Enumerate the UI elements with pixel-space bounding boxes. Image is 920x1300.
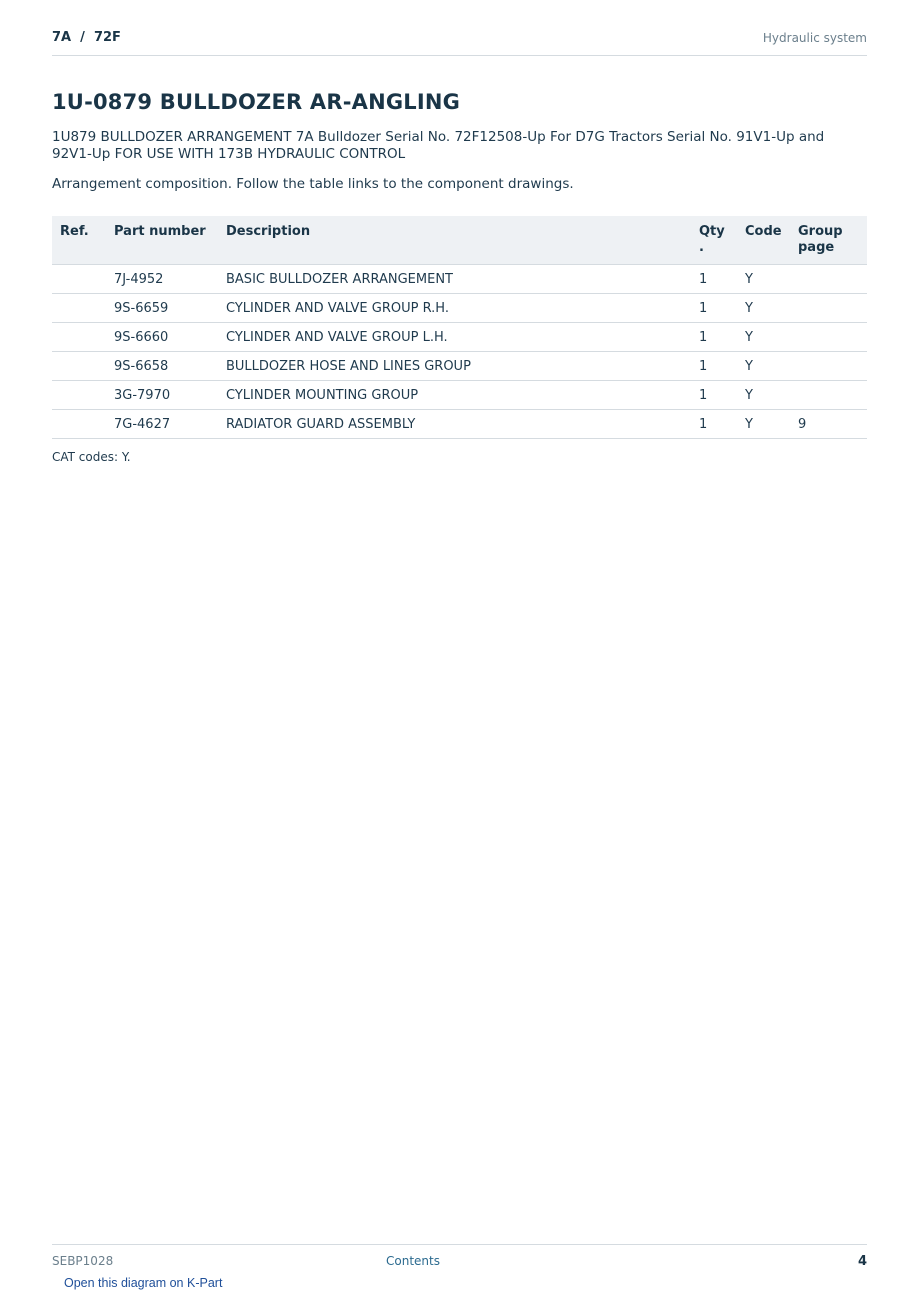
cell-code: Y xyxy=(737,410,790,439)
cell-qty: 1 xyxy=(691,294,737,323)
cell-ref xyxy=(52,323,106,352)
cell-description: CYLINDER AND VALVE GROUP R.H. xyxy=(218,294,691,323)
page-title: 1U-0879 BULLDOZER AR-ANGLING xyxy=(52,90,461,114)
cell-code: Y xyxy=(737,352,790,381)
header-description: Description xyxy=(218,216,691,265)
cell-ref xyxy=(52,294,106,323)
cell-group-page xyxy=(790,323,867,352)
cell-part-number: 9S-6659 xyxy=(106,294,218,323)
cell-description: BULLDOZER HOSE AND LINES GROUP xyxy=(218,352,691,381)
intro-text: Arrangement composition. Follow the table links to the component drawings. xyxy=(52,176,574,192)
cell-part-number: 9S-6660 xyxy=(106,323,218,352)
document-id: SEBP1028 xyxy=(52,1254,114,1268)
cell-group-page xyxy=(790,352,867,381)
cell-part-number: 9S-6658 xyxy=(106,352,218,381)
table-row xyxy=(52,265,867,294)
page-footer xyxy=(52,1244,867,1275)
table-row xyxy=(52,323,867,352)
header-code: Code xyxy=(737,216,790,265)
table-row xyxy=(52,352,867,381)
cell-ref xyxy=(52,352,106,381)
cell-qty: 1 xyxy=(691,381,737,410)
contents-link[interactable]: Contents xyxy=(386,1254,440,1268)
table-row xyxy=(52,410,867,439)
header-qty: Qty . xyxy=(691,216,737,265)
cell-qty: 1 xyxy=(691,352,737,381)
cat-codes-note: CAT codes: Y. xyxy=(52,450,131,464)
cell-ref xyxy=(52,381,106,410)
cell-qty: 1 xyxy=(691,323,737,352)
cell-part-number: 7J-4952 xyxy=(106,265,218,294)
parts-table xyxy=(52,216,867,439)
cell-group-page xyxy=(790,294,867,323)
cell-description: CYLINDER AND VALVE GROUP L.H. xyxy=(218,323,691,352)
open-in-kpart-link[interactable]: Open this diagram on K-Part xyxy=(64,1276,223,1290)
page-header xyxy=(52,28,867,56)
cell-group-page xyxy=(790,265,867,294)
cell-code: Y xyxy=(737,265,790,294)
header-ref: Ref. xyxy=(52,216,106,265)
cell-description: CYLINDER MOUNTING GROUP xyxy=(218,381,691,410)
group-page-link[interactable]: 9 xyxy=(790,410,867,439)
header-group-page: Group page xyxy=(790,216,867,265)
table-row xyxy=(52,381,867,410)
cell-qty: 1 xyxy=(691,410,737,439)
header-part-number: Part number xyxy=(106,216,218,265)
cell-group-page xyxy=(790,381,867,410)
cell-part-number: 3G-7970 xyxy=(106,381,218,410)
breadcrumb: 7A / 72F xyxy=(52,30,121,45)
cell-code: Y xyxy=(737,381,790,410)
cell-description: RADIATOR GUARD ASSEMBLY xyxy=(218,410,691,439)
cell-ref xyxy=(52,265,106,294)
page-number: 4 xyxy=(857,1254,867,1269)
page-subtitle: 1U879 BULLDOZER ARRANGEMENT 7A Bulldozer Serial No. 72F12508-Up For D7G Tractors Serial No. 91V1-Up and 92V1-Up FOR USE WITH 173B HYDRAULIC CONTROL xyxy=(52,129,825,162)
table-row xyxy=(52,294,867,323)
cell-ref xyxy=(52,410,106,439)
cell-code: Y xyxy=(737,294,790,323)
cell-qty: 1 xyxy=(691,265,737,294)
table-header-row xyxy=(52,216,867,265)
section-label: Hydraulic system xyxy=(762,31,867,45)
cell-code: Y xyxy=(737,323,790,352)
part-number-link[interactable]: 7G-4627 xyxy=(106,410,218,439)
cell-description: BASIC BULLDOZER ARRANGEMENT xyxy=(218,265,691,294)
